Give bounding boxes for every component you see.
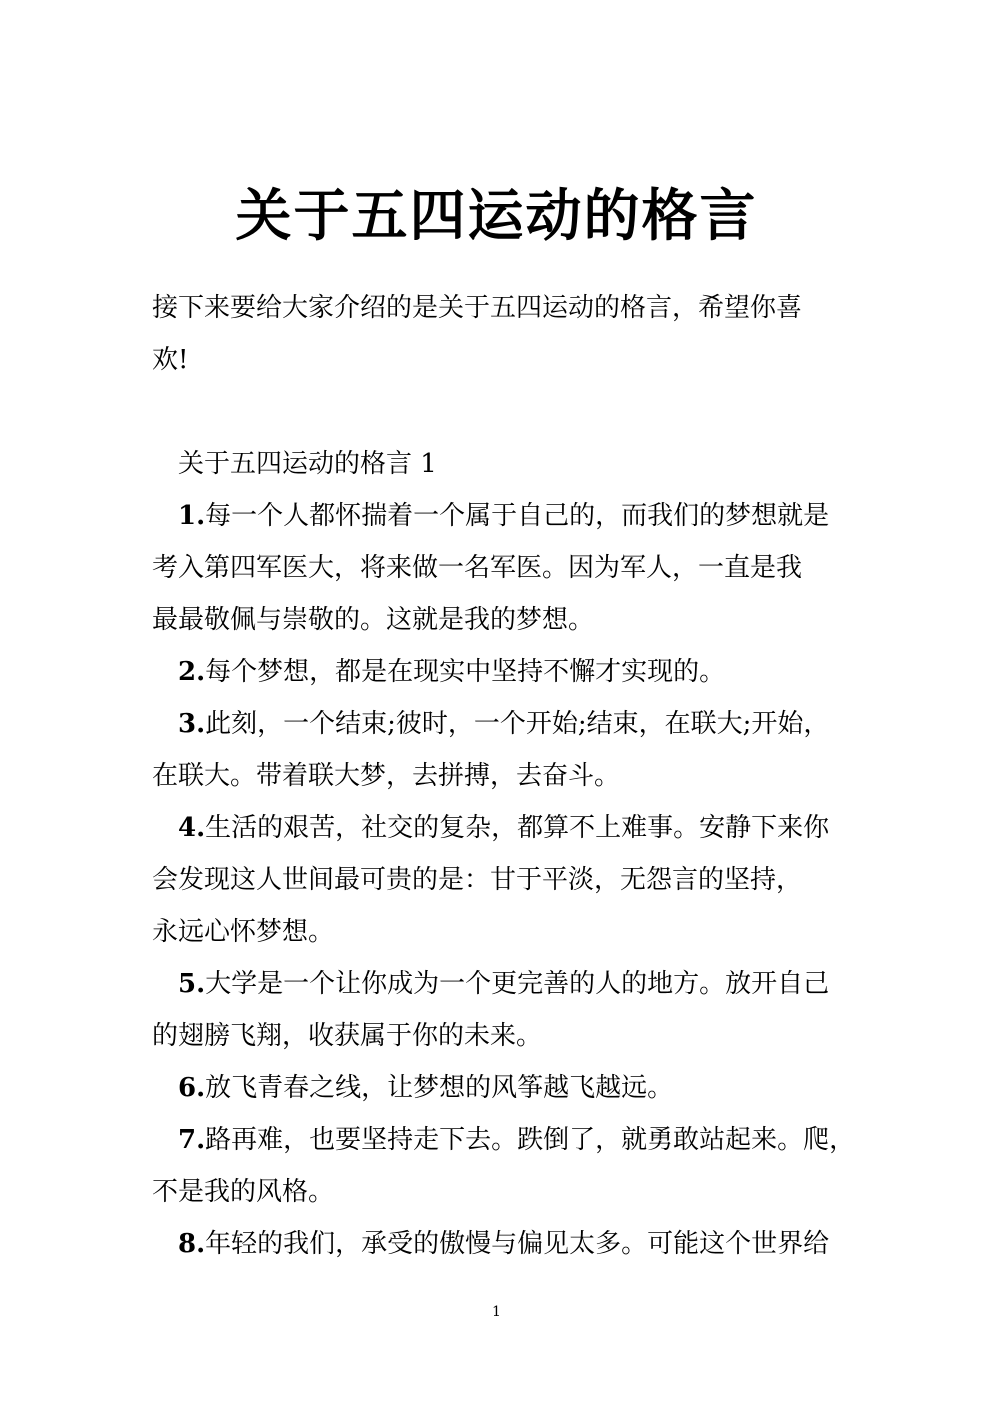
quote-item-1: 1.每一个人都怀揣着一个属于自己的，而我们的梦想就是 <box>178 501 830 531</box>
quote-item-6: 6.放飞青春之线，让梦想的风筝越飞越远。 <box>178 1073 674 1103</box>
item-text-continued: 会发现这人世间最可贵的是：甘于平淡，无怨言的坚持， <box>152 865 803 895</box>
quote-item-8: 8.年轻的我们，承受的傲慢与偏见太多。可能这个世界给 <box>178 1229 830 1259</box>
item-number: 3 <box>178 709 197 739</box>
item-text: 生活的艰苦，社交的复杂，都算不上难事。安静下来你 <box>205 813 830 843</box>
quote-item-2: 2.每个梦想，都是在现实中坚持不懈才实现的。 <box>178 657 726 687</box>
page-title: 关于五四运动的格言 <box>235 183 758 249</box>
item-text-continued: 考入第四军医大，将来做一名军医。因为军人，一直是我 <box>152 553 803 583</box>
intro-line-1: 接下来要给大家介绍的是关于五四运动的格言，希望你喜 <box>152 293 803 323</box>
item-number: 2 <box>178 657 197 687</box>
quote-item-7: 7.路再难，也要坚持走下去。跌倒了，就勇敢站起来。爬， <box>178 1125 856 1155</box>
item-text: 此刻，一个结束;彼时，一个开始;结束，在联大;开始， <box>205 709 830 739</box>
quote-item-3: 3.此刻，一个结束;彼时，一个开始;结束，在联大;开始， <box>178 709 830 739</box>
item-text: 大学是一个让你成为一个更完善的人的地方。放开自己 <box>205 969 830 999</box>
item-number: 8 <box>178 1229 197 1259</box>
item-number: 4 <box>178 813 197 843</box>
item-text-continued: 的翅膀飞翔，收获属于你的未来。 <box>152 1021 543 1051</box>
item-text-continued: 不是我的风格。 <box>152 1177 335 1207</box>
item-number: 1 <box>178 501 197 531</box>
item-text: 年轻的我们，承受的傲慢与偏见太多。可能这个世界给 <box>205 1229 830 1259</box>
item-text: 路再难，也要坚持走下去。跌倒了，就勇敢站起来。爬， <box>205 1125 856 1155</box>
item-text: 放飞青春之线，让梦想的风筝越飞越远。 <box>205 1073 674 1103</box>
quote-item-4: 4.生活的艰苦，社交的复杂，都算不上难事。安静下来你 <box>178 813 830 843</box>
intro-line-2: 欢! <box>152 345 189 375</box>
section-heading: 关于五四运动的格言 1 <box>178 449 437 479</box>
item-text: 每一个人都怀揣着一个属于自己的，而我们的梦想就是 <box>205 501 830 531</box>
item-text-continued: 在联大。带着联大梦，去拼搏，去奋斗。 <box>152 761 621 791</box>
item-text-continued: 永远心怀梦想。 <box>152 917 335 947</box>
item-number: 5 <box>178 969 197 999</box>
item-text-continued: 最最敬佩与崇敬的。这就是我的梦想。 <box>152 605 595 635</box>
item-text: 每个梦想，都是在现实中坚持不懈才实现的。 <box>205 657 726 687</box>
page-number: 1 <box>492 1304 501 1320</box>
item-number: 6 <box>178 1073 197 1103</box>
quote-item-5: 5.大学是一个让你成为一个更完善的人的地方。放开自己 <box>178 969 830 999</box>
item-number: 7 <box>178 1125 197 1155</box>
